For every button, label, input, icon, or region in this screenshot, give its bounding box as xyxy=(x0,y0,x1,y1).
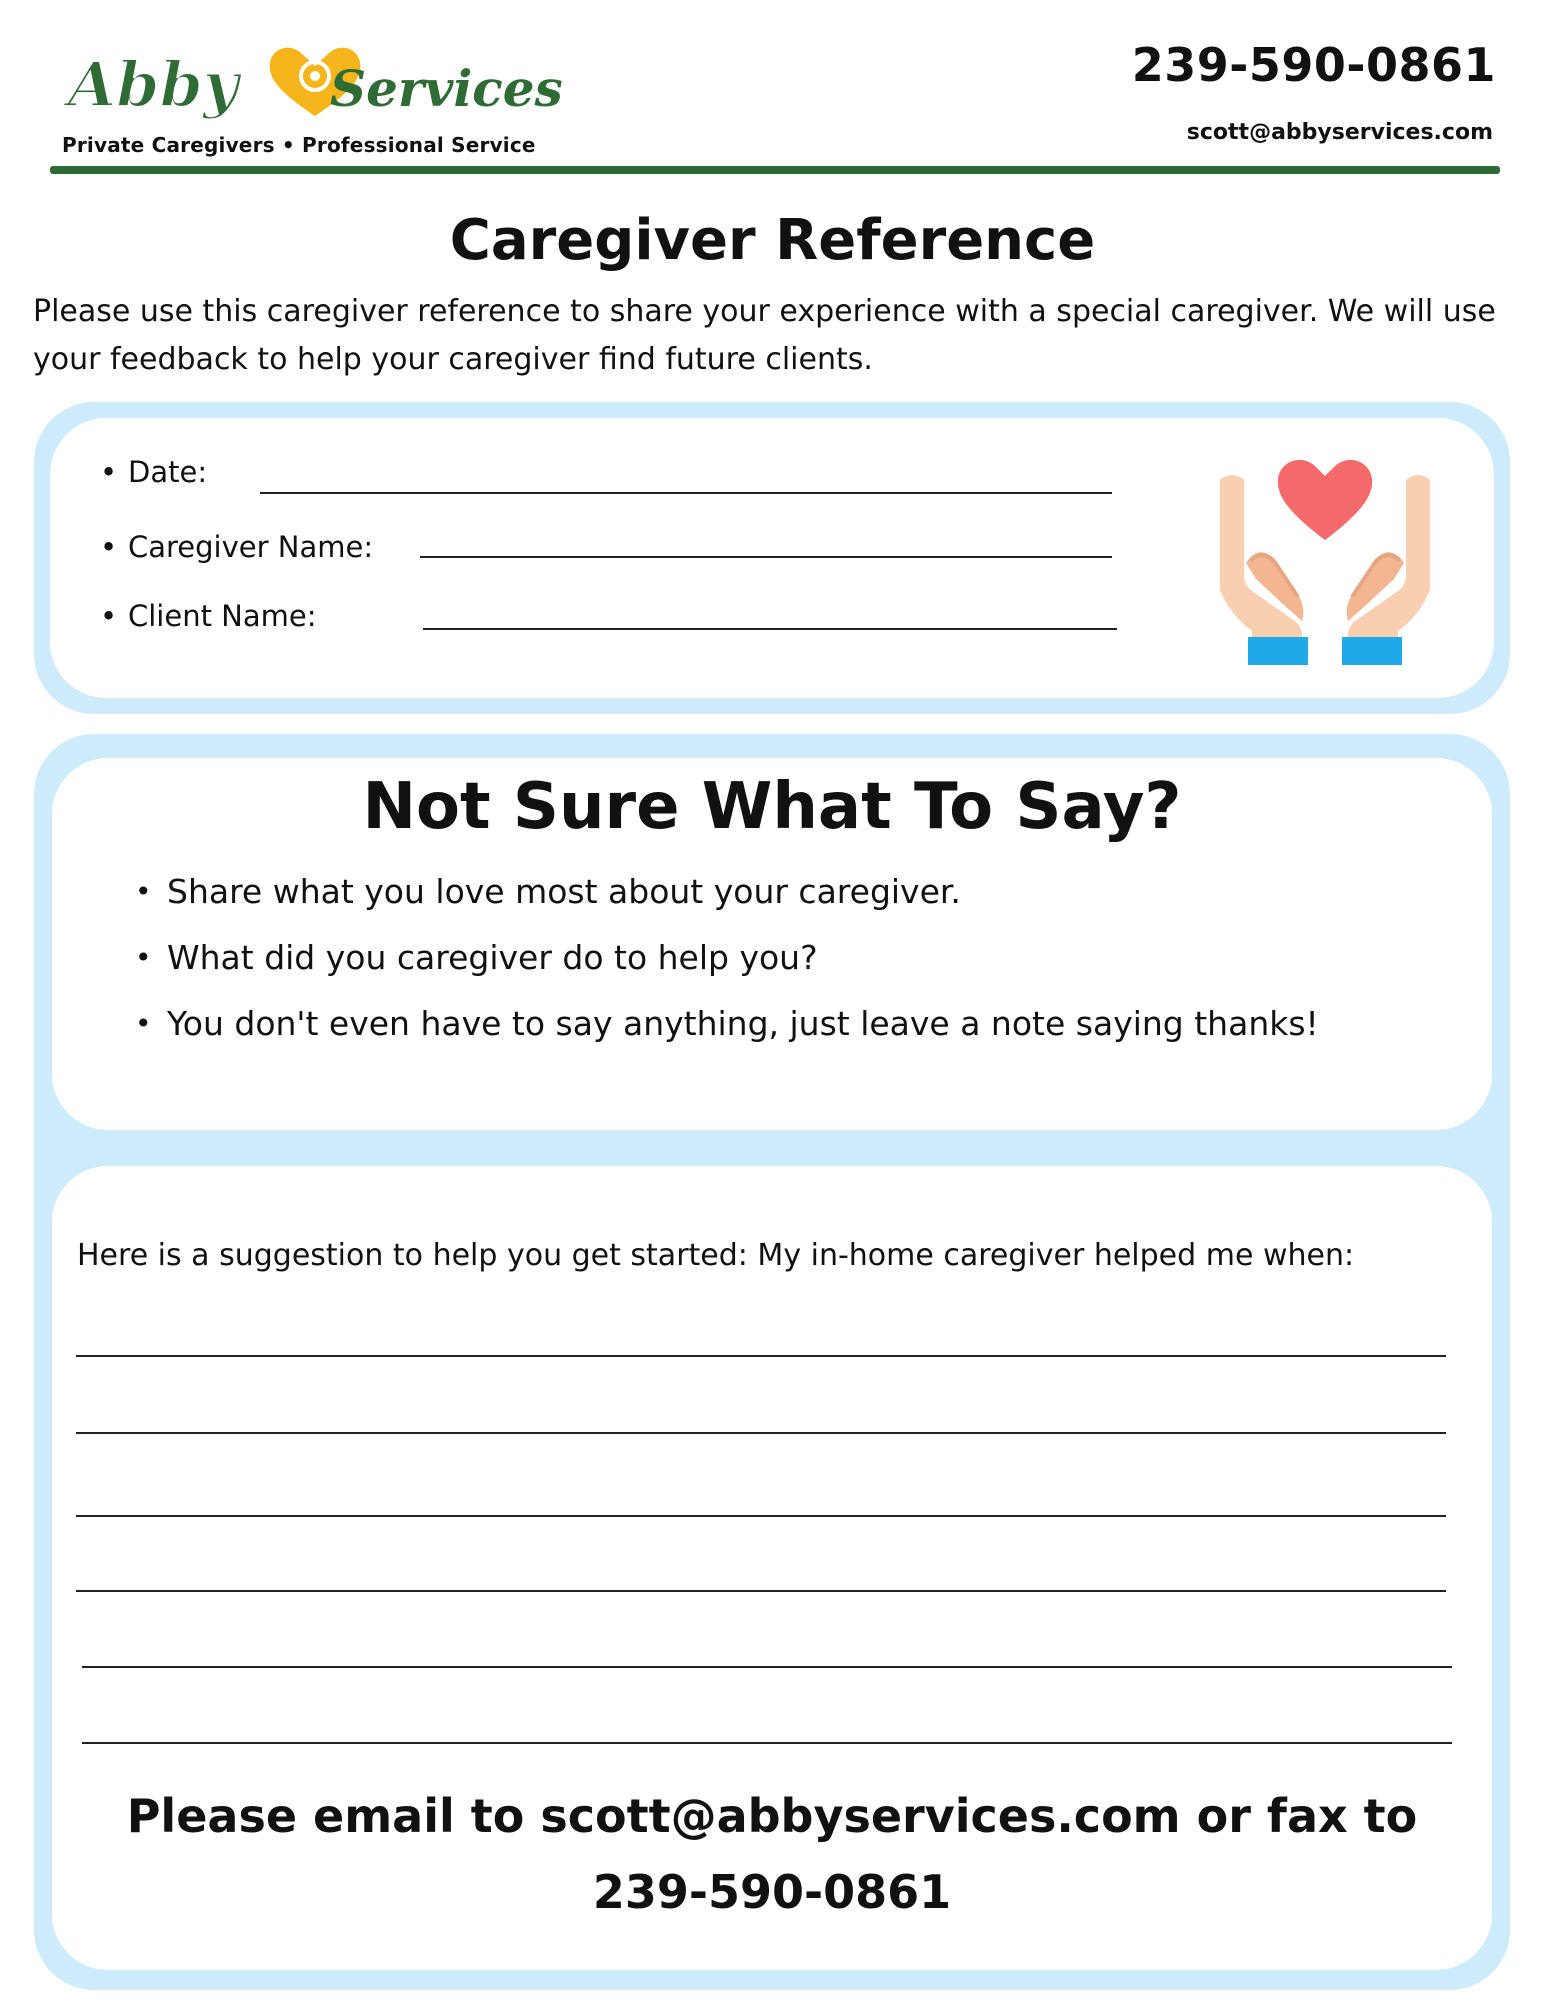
bullet: • xyxy=(100,455,118,489)
submit-instructions xyxy=(52,1778,1492,1930)
list-item: • What did you caregiver do to help you? xyxy=(135,936,1319,1002)
caregiver-name-line[interactable] xyxy=(420,556,1112,558)
suggestion-prompt: Here is a suggestion to help you get started: My in-home caregiver helped me when: xyxy=(77,1238,1355,1273)
submit-fax-number: 239-590-0861 xyxy=(592,1865,952,1919)
tips-heading: Not Sure What To Say? xyxy=(362,770,1182,844)
logo-word-services: Services xyxy=(330,59,563,118)
writing-line[interactable] xyxy=(82,1666,1452,1668)
client-name-field[interactable] xyxy=(100,599,1120,639)
caregiver-name-field[interactable] xyxy=(100,530,1120,570)
header-divider xyxy=(50,166,1500,174)
date-label: Date: xyxy=(128,455,208,489)
logo-word-abby: Abby xyxy=(68,48,239,121)
caring-hands-heart-icon xyxy=(1210,445,1440,670)
bullet: • xyxy=(100,530,118,564)
list-item: • You don't even have to say anything, just leave a note saying thanks! xyxy=(135,1002,1319,1068)
client-name-line[interactable] xyxy=(423,628,1117,630)
list-item: • Share what you love most about your caregiver. xyxy=(135,870,1319,936)
writing-line[interactable] xyxy=(76,1515,1446,1517)
tagline: Private Caregivers • Professional Service xyxy=(62,133,536,157)
bullet: • xyxy=(100,599,118,633)
writing-line[interactable] xyxy=(76,1432,1446,1434)
writing-line[interactable] xyxy=(82,1742,1452,1744)
writing-line[interactable] xyxy=(76,1355,1446,1357)
writing-line[interactable] xyxy=(76,1590,1446,1592)
date-line[interactable] xyxy=(260,492,1112,494)
header-phone: 239-590-0861 xyxy=(1131,38,1496,92)
submit-instructions-line: Please email to scott@abbyservices.com or fax to xyxy=(126,1789,1418,1843)
logo-graphic xyxy=(62,24,563,134)
date-field[interactable] xyxy=(100,455,1120,495)
page-title: Caregiver Reference xyxy=(449,208,1096,273)
header-email: scott@abbyservices.com xyxy=(1186,120,1493,145)
tips-list xyxy=(135,870,1319,1068)
intro-text: Please use this caregiver reference to share your experience with a special caregiver. We will use your feedback to help your caregiver find future clients. xyxy=(33,294,1496,377)
caregiver-name-label: Caregiver Name: xyxy=(128,530,374,564)
client-name-label: Client Name: xyxy=(128,599,317,633)
abby-services-logo xyxy=(62,24,563,134)
